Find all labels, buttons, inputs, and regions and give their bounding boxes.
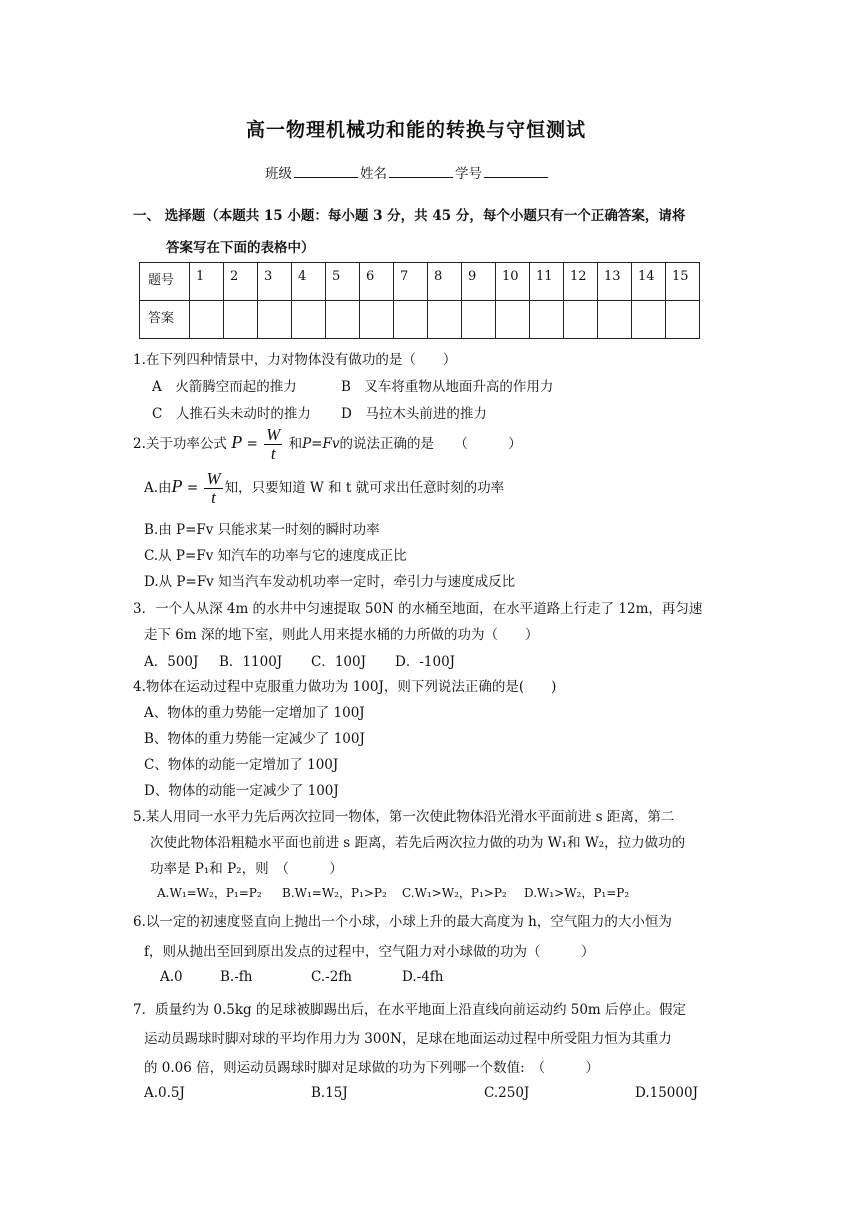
- q6-option-d: D.-4fh: [402, 969, 444, 985]
- question-number: 12: [564, 263, 598, 301]
- answer-cell[interactable]: [598, 301, 632, 339]
- q5-option-b: B.W₁=W₂，P₁>P₂: [282, 886, 387, 900]
- answer-cell[interactable]: [224, 301, 258, 339]
- question-number: 8: [428, 263, 462, 301]
- student-info-line: [265, 162, 550, 182]
- q5-stem-line2: 次使此物体沿粗糙水平面也前进 s 距离，若先后两次拉力做的功为 W₁和 W₂，拉力做功的: [150, 835, 686, 851]
- section1-heading-line1: 一、 选择题（本题共 15 小题：每小题 3 分，共 45 分，每个小题只有一个正确答案，请将: [133, 208, 686, 224]
- answer-cell[interactable]: [258, 301, 292, 339]
- q2-option-c: C.从 P=Fv 知汽车的功率与它的速度成正比: [144, 548, 407, 564]
- q4-option-a: A、物体的重力势能一定增加了 100J: [144, 705, 365, 721]
- q6-option-a: A.0: [160, 969, 183, 985]
- q3-option-c: C．100J: [311, 654, 367, 670]
- power-symbol: P: [171, 476, 183, 496]
- q6-stem-line1: 6.以一定的初速度竖直向上抛出一个小球，小球上升的最大高度为 h，空气阻力的大小恒为: [133, 914, 672, 930]
- answer-cell[interactable]: [326, 301, 360, 339]
- question-number: 10: [496, 263, 530, 301]
- q6-option-b: B.-fh: [220, 969, 253, 985]
- question-number: 6: [360, 263, 394, 301]
- q3-stem-line2: 走下 6m 深的地下室，则此人用来提水桶的力所做的功为（ ）: [144, 627, 539, 643]
- question-number: 13: [598, 263, 632, 301]
- section1-heading-line2: 答案写在下面的表格中）: [166, 240, 315, 256]
- answer-cell[interactable]: [360, 301, 394, 339]
- answer-table: [139, 262, 700, 339]
- answer-cell[interactable]: [632, 301, 666, 339]
- q2-option-b: B.由 P=Fv 只能求某一时刻的瞬时功率: [144, 522, 380, 538]
- q5-stem-line1: 5.某人用同一水平力先后两次拉同一物体，第一次使此物体沿光滑水平面前进 s 距离，第二: [133, 809, 675, 825]
- q2-rest: 的说法正确的是 （ ）: [339, 436, 522, 452]
- question-number: 1: [190, 263, 224, 301]
- q2-option-a: A.由P = $\frac{W}{t}$ 知，只要知道 W 和 t 就可求出任意时刻的功率: [144, 469, 505, 507]
- q5-option-d: D.W₁>W₂，P₁=P₂: [524, 886, 630, 900]
- answer-cell[interactable]: [190, 301, 224, 339]
- answer-cell[interactable]: [462, 301, 496, 339]
- q7-stem-line3: 的 0.06 倍，则运动员踢球时脚对足球做的功为下列哪一个数值: （ ）: [144, 1060, 599, 1076]
- q2-stem: 2.关于功率公式 P = $\frac{W}{t}$ 和P=Fv的说法正确的是 （ ）: [133, 425, 522, 463]
- class-label: 班级: [265, 166, 292, 182]
- q1-option-b: B 叉车将重物从地面升高的作用力: [341, 379, 554, 395]
- question-number: 3: [258, 263, 292, 301]
- q3-option-d: D．-100J: [395, 654, 456, 670]
- name-label: 姓名: [360, 166, 387, 182]
- q1-option-c: C 人推石头未动时的推力: [152, 406, 311, 422]
- q4-stem: 4.物体在运动过程中克服重力做功为 100J，则下列说法正确的是( ): [133, 679, 557, 695]
- question-number: 2: [224, 263, 258, 301]
- id-label: 学号: [455, 166, 482, 182]
- power-fraction: $\frac{W}{t}$: [206, 469, 221, 507]
- q4-option-d: D、物体的动能一定减少了 100J: [144, 783, 339, 799]
- q6-option-c: C.-2fh: [311, 969, 352, 985]
- q5-stem-line3: 功率是 P₁和 P₂，则 （ ）: [150, 861, 343, 877]
- answer-cell[interactable]: [292, 301, 326, 339]
- q1-option-a: A 火箭腾空而起的推力: [152, 379, 297, 395]
- q7-option-d: D.15000J: [635, 1085, 698, 1101]
- question-number: 9: [462, 263, 496, 301]
- q2-formula: P=Fv: [302, 436, 340, 452]
- q4-option-c: C、物体的动能一定增加了 100J: [144, 757, 339, 773]
- q3-option-b: B．1100J: [219, 654, 283, 670]
- q5-option-a: A.W₁=W₂，P₁=P₂: [157, 886, 262, 900]
- power-fraction: $\frac{W}{t}$: [266, 425, 281, 463]
- table-row-numbers: [140, 263, 700, 301]
- class-blank[interactable]: [294, 165, 358, 178]
- question-number: 14: [632, 263, 666, 301]
- answer-cell[interactable]: [394, 301, 428, 339]
- q2-and: 和: [288, 436, 303, 452]
- q2-a-suffix: 知，只要知道 W 和 t 就可求出任意时刻的功率: [224, 480, 505, 496]
- row-label-answer: 答案: [140, 301, 190, 339]
- q2-prefix: 2.关于功率公式: [133, 436, 227, 452]
- answer-cell[interactable]: [530, 301, 564, 339]
- q5-option-c: C.W₁>W₂，P₁>P₂: [402, 886, 507, 900]
- question-number: 4: [292, 263, 326, 301]
- q6-stem-line2: f，则从抛出至回到原出发点的过程中，空气阻力对小球做的功为（ ）: [144, 944, 595, 960]
- page-title: 高一物理机械功和能的转换与守恒测试: [246, 119, 587, 141]
- q7-option-a: A.0.5J: [144, 1085, 185, 1101]
- q3-option-a: A．500J: [144, 654, 199, 670]
- q7-stem-line2: 运动员踢球时脚对球的平均作用力为 300N，足球在地面运动过程中所受阻力恒为其重力: [144, 1031, 672, 1047]
- question-number: 15: [666, 263, 700, 301]
- q3-stem-line1: 3．一个人从深 4m 的水井中匀速提取 50N 的水桶至地面，在水平道路上行走了 12m，再匀速: [133, 601, 703, 617]
- id-blank[interactable]: [484, 165, 548, 178]
- q1-option-d: D 马拉木头前进的推力: [341, 406, 487, 422]
- power-symbol: P: [231, 432, 243, 452]
- q7-option-b: B.15J: [311, 1085, 348, 1101]
- answer-cell[interactable]: [666, 301, 700, 339]
- q7-stem-line1: 7．质量约为 0.5kg 的足球被脚踢出后，在水平地面上沿直线向前运动约 50m 后停止。假定: [133, 1002, 687, 1018]
- answer-cell[interactable]: [564, 301, 598, 339]
- name-blank[interactable]: [389, 165, 453, 178]
- answer-cell[interactable]: [496, 301, 530, 339]
- question-number: 7: [394, 263, 428, 301]
- row-label-number: 题号: [140, 263, 190, 301]
- q2-a-prefix: A.由: [144, 480, 172, 496]
- q2-option-d: D.从 P=Fv 知当汽车发动机功率一定时，牵引力与速度成反比: [144, 574, 516, 590]
- question-number: 11: [530, 263, 564, 301]
- q4-option-b: B、物体的重力势能一定减少了 100J: [144, 731, 365, 747]
- answer-cell[interactable]: [428, 301, 462, 339]
- q1-stem: 1.在下列四种情景中，力对物体没有做功的是（ ）: [133, 352, 457, 368]
- q7-option-c: C.250J: [484, 1085, 530, 1101]
- table-row-answers: [140, 301, 700, 339]
- question-number: 5: [326, 263, 360, 301]
